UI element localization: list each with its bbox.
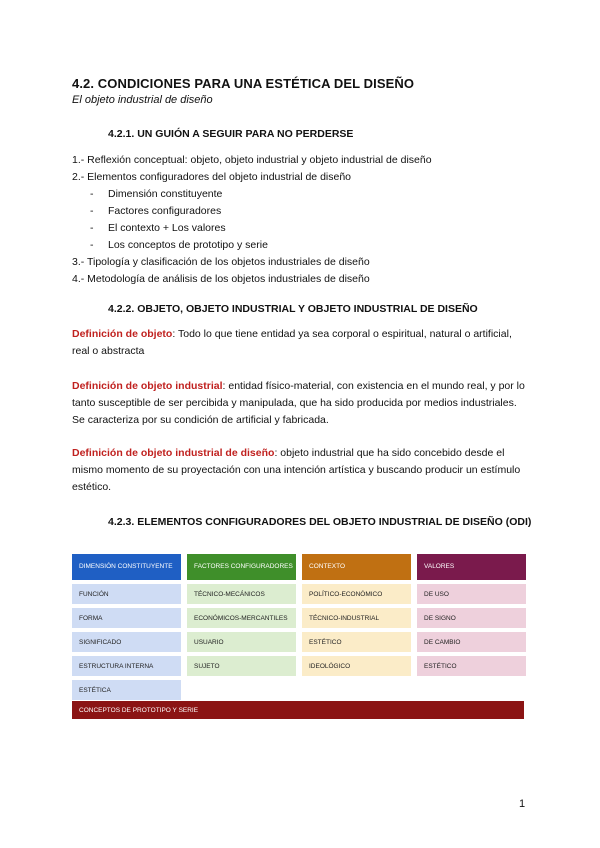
- column-header: CONTEXTO: [302, 554, 411, 580]
- table-column: [302, 554, 411, 676]
- table-cell: ESTRUCTURA INTERNA: [72, 656, 181, 676]
- list-item: 1.- Reflexión conceptual: objeto, objeto industrial y objeto industrial de diseño: [72, 154, 432, 166]
- definition-objeto-industrial-diseno: [72, 445, 528, 496]
- definition-term: Definición de objeto industrial: [72, 380, 223, 392]
- definition-text: : objeto industrial que ha sido concebido desde el mismo momento de su proyectación con una intención artística y buscando producir un estímulo estético.: [72, 447, 521, 493]
- page-number: 1: [519, 798, 526, 810]
- outline-list: [72, 152, 542, 288]
- table-cell: ESTÉTICA: [72, 680, 181, 700]
- table-cell: USUARIO: [187, 632, 296, 652]
- list-item: 2.- Elementos configuradores del objeto industrial de diseño: [72, 171, 352, 183]
- definition-term: Definición de objeto industrial de diseño: [72, 447, 275, 459]
- table-cell: ESTÉTICO: [417, 656, 526, 676]
- section-subtitle: El objeto industrial de diseño: [72, 94, 213, 106]
- table-cell: FORMA: [72, 608, 181, 628]
- section-title: 4.2. CONDICIONES PARA UNA ESTÉTICA DEL DISEÑO: [72, 76, 415, 91]
- table-footer-bar: CONCEPTOS DE PROTOTIPO Y SERIE: [72, 701, 524, 719]
- table-cell: TÉCNICO-MECÁNICOS: [187, 584, 296, 604]
- column-header: DIMENSIÓN CONSTITUYENTE: [72, 554, 181, 580]
- definition-objeto: [72, 326, 528, 360]
- heading-guion: 4.2.1. UN GUIÓN A SEGUIR PARA NO PERDERSE: [108, 128, 354, 140]
- table-cell: POLÍTICO-ECONÓMICO: [302, 584, 411, 604]
- heading-objeto: 4.2.2. OBJETO, OBJETO INDUSTRIAL Y OBJETO INDUSTRIAL DE DISEÑO: [108, 303, 478, 315]
- table-column: [187, 554, 296, 676]
- list-subitem: - Los conceptos de prototipo y serie: [90, 239, 268, 251]
- table-cell: SIGNIFICADO: [72, 632, 181, 652]
- table-column: [417, 554, 526, 676]
- table-cell: FUNCIÓN: [72, 584, 181, 604]
- table-cell: DE CAMBIO: [417, 632, 526, 652]
- table-cell: ESTÉTICO: [302, 632, 411, 652]
- table-cell: IDEOLÓGICO: [302, 656, 411, 676]
- list-subitem: - Dimensión constituyente: [90, 188, 223, 200]
- definition-objeto-industrial: [72, 378, 528, 429]
- list-item: 3.- Tipología y clasificación de los objetos industriales de diseño: [72, 256, 370, 268]
- table-cell: SUJETO: [187, 656, 296, 676]
- column-header: VALORES: [417, 554, 526, 580]
- definition-term: Definición de objeto: [72, 328, 173, 340]
- list-item: 4.- Metodología de análisis de los objetos industriales de diseño: [72, 273, 370, 285]
- definition-text: : entidad físico-material, con existencia en el mundo real, y por lo tanto susceptible de ser percibida y manipulada, que ha sido producida por medios industriales. Se caracteriza por su condición de artificial y fabricada.: [72, 380, 525, 426]
- list-subitem: - Factores configuradores: [90, 205, 222, 217]
- table-cell: DE USO: [417, 584, 526, 604]
- table-column: [72, 554, 181, 700]
- column-header: FACTORES CONFIGURADORES: [187, 554, 296, 580]
- definition-text: : Todo lo que tiene entidad ya sea corporal o espiritual, natural o artificial, real o abstracta: [72, 328, 512, 357]
- table-cell: TÉCNICO-INDUSTRIAL: [302, 608, 411, 628]
- table-cell: DE SIGNO: [417, 608, 526, 628]
- list-subitem: - El contexto + Los valores: [90, 222, 226, 234]
- heading-elementos: 4.2.3. ELEMENTOS CONFIGURADORES DEL OBJETO INDUSTRIAL DE DISEÑO (ODI): [108, 516, 532, 528]
- table-cell: ECONÓMICOS-MERCANTILES: [187, 608, 296, 628]
